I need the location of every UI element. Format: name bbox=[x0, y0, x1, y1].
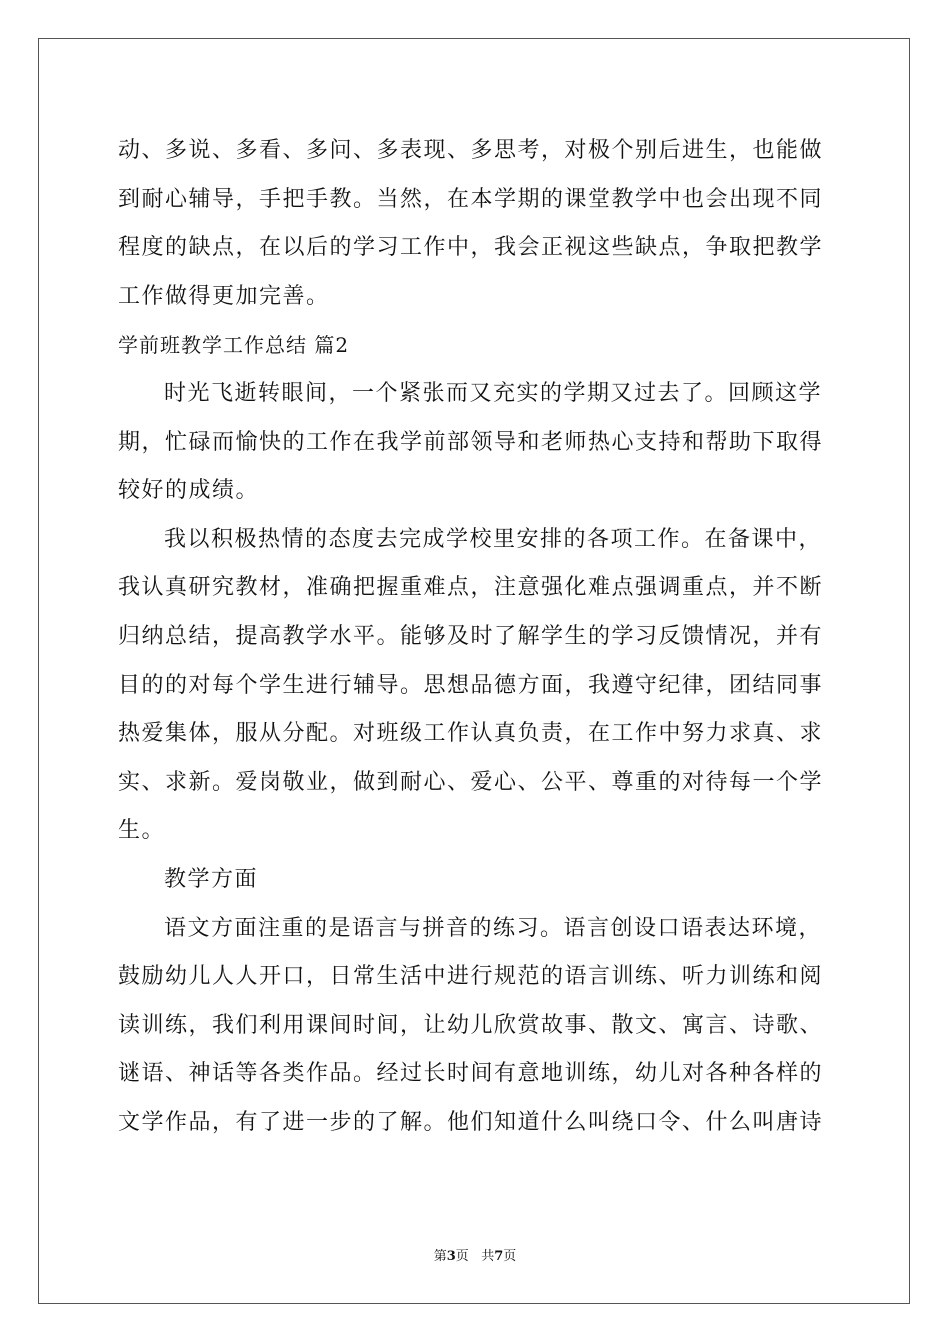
footer-total-pages: 7 bbox=[494, 1249, 504, 1264]
text-line: 较好的成绩。 bbox=[118, 478, 260, 504]
footer-total-suffix: 页 bbox=[503, 1249, 517, 1264]
footer-page-suffix: 页 bbox=[455, 1249, 469, 1264]
text-line: 归纳总结，提高教学水平。能够及时了解学生的学习反馈情况，并有 bbox=[118, 623, 824, 649]
text-line: 热爱集体，服从分配。对班级工作认真负责，在工作中努力求真、求 bbox=[118, 721, 824, 747]
text-line: 实、求新。爱岗敬业，做到耐心、爱心、公平、尊重的对待每一个学 bbox=[118, 769, 824, 795]
section-heading: 学前班教学工作总结 篇2 bbox=[118, 333, 350, 358]
text-line: 我认真研究教材，准确把握重难点，注意强化难点强调重点，并不断 bbox=[118, 575, 824, 601]
text-line: 文学作品，有了进一步的了解。他们知道什么叫绕口令、什么叫唐诗 bbox=[118, 1109, 824, 1135]
footer-total-prefix: 共 bbox=[481, 1249, 495, 1264]
text-line: 读训练，我们利用课间时间，让幼儿欣赏故事、散文、寓言、诗歌、 bbox=[118, 1012, 824, 1038]
document-body bbox=[118, 127, 834, 1147]
text-line: 到耐心辅导，手把手教。当然，在本学期的课堂教学中也会出现不同 bbox=[118, 186, 824, 212]
text-line: 时光飞逝转眼间，一个紧张而又充实的学期又过去了。回顾这学 bbox=[164, 380, 823, 406]
text-line: 期，忙碌而愉快的工作在我学前部领导和老师热心支持和帮助下取得 bbox=[118, 429, 824, 455]
text-line: 我以积极热情的态度去完成学校里安排的各项工作。在备课中， bbox=[164, 526, 823, 552]
footer-page-number: 3 bbox=[446, 1249, 456, 1264]
footer-page-prefix: 第 bbox=[433, 1249, 447, 1264]
text-line: 生。 bbox=[118, 818, 166, 844]
text-line: 语文方面注重的是语言与拼音的练习。语言创设口语表达环境， bbox=[164, 915, 823, 941]
text-line: 工作做得更加完善。 bbox=[118, 283, 330, 309]
text-line: 目的的对每个学生进行辅导。思想品德方面，我遵守纪律，团结同事 bbox=[118, 672, 824, 698]
text-line: 程度的缺点，在以后的学习工作中，我会正视这些缺点，争取把教学 bbox=[118, 235, 824, 261]
text-line: 动、多说、多看、多问、多表现、多思考，对极个别后进生，也能做 bbox=[118, 138, 824, 163]
text-line: 教学方面 bbox=[164, 866, 259, 892]
text-line: 谜语、神话等各类作品。经过长时间有意地训练，幼儿对各种各样的 bbox=[118, 1061, 824, 1087]
page-footer bbox=[0, 1245, 950, 1264]
text-line: 鼓励幼儿人人开口，日常生活中进行规范的语言训练、听力训练和阅 bbox=[118, 964, 824, 990]
